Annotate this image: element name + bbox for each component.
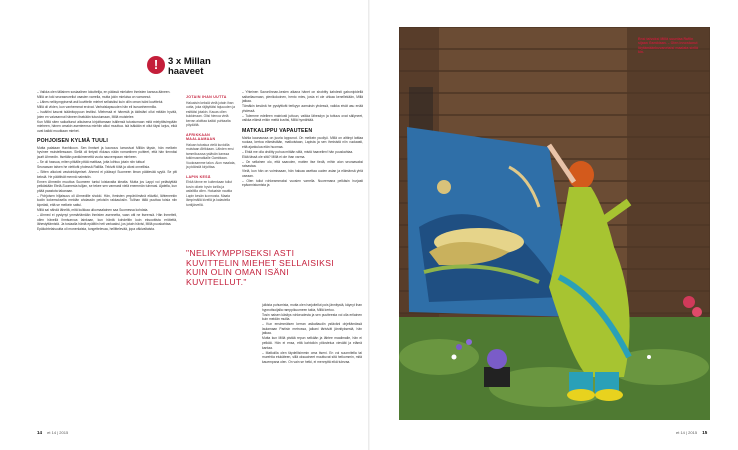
section-heading-ticket: MATKALIPPU VAPAUTEEN [242,127,313,134]
body-paragraph: – Yhteinen Savonlinnan-kesien aikana hänet on shobitty kahdesti gabonipidellä saitarilaumaan, pienikokoinen, hento mies, josta ei ole uhkaa kenellekään, Millä jatkaa. [242,90,363,104]
body-paragraph: Ennen Ahmedin muuttoa Suomeen tuntui loistavalta idealta. Mutta jos Lappi voi pelästyttää pelkästään Etelä-Suomesta tulijan, se tekee sen varmasti vielä enemmän tuhmasi. Ajatella, kun pitää paastota takanaan. [37,179,177,193]
dream-heading: JOTAIN IHAN UUTTA [186,95,227,99]
ticket-paragraphs [242,136,363,188]
folio-left [37,430,68,435]
exclamation-badge-icon: ! [147,56,165,74]
magazine-issue-left: et 14 | 2015 [47,430,69,435]
folio-right [676,430,707,435]
magazine-issue-right: et 14 | 2015 [676,430,698,435]
dream-text: Haluaisin keksiä vielä jotain ihan uutta, joka räjäyttäisi tajuuuden ja esittäisi jotakin. Kauas ollen kukkimaan. Olisi hienoa vielä kerran aloittaa kaikki puhtaalta pöydältä. [186,100,235,127]
body-paragraph: Seuraavan talven he viettivät yhdessä Rallilla. Tekivät töitä ja olivat onnellisia. [37,165,151,170]
photo-illustration [399,27,710,420]
intro-paragraphs [37,90,177,133]
body-paragraph: – Ahmed ei pystynyt ymmärtämään ihmisten asennetta, vaan otti ne itseensä. Hän ihmetteli, ollen hänellä ihmisarvoa lainkaan, kun häntä kohdeltiin kuin eksoottista eriötettä, lähestyttämistä. Ja tosiaalla häntä epäiltiin heti varkaaksi, jos jotain hävisi, Millä puuskahtaa. [37,212,177,227]
body-paragraph: – Tulemme edelleen mainiosti juttuun, vaikka lähesdyn ja tuttuus ovat säilyneet, vaikka elämä erikin meitä kuvitsi, Millä hymähtää. [242,113,363,123]
body-paragraph: Kun Millä siten saikaltunut aikuisena kirjoittamaan isällensä tutustumaan mitä mielyttävimpään mieheen, hänen omakin asenteensa miehiin alkoi muuttua. Isä isäkään ei ollut täysi lurjus, eikä ovat kaikki muutkaan miehet. [37,119,177,133]
body-paragraph: Tosin naisen käsitys rohkeudesta ja sen puutteesta voi olla erilainen kuin meidän muilla. [262,312,362,322]
body-paragraph: Mutta palataan Hanhikoon. Sen ihmiset ja kaunous lumosivat Millän täysin, hän melkein hyvinee muistellessaan. Siellä oli tietysti rikkaus nään romantinen puitteet, että hän tiennäsi jaurit Ahmedin. Itsetään pankkimenettä vuota nauvempaan mieheen. [37,145,177,160]
dreams-box [186,90,236,207]
body-paragraph: – Kun ensimmäisen kerran asikaltaudin ystävänl ohjeltämässä laulamaan Pariisin metrossa, jalkani tärisivät jännityksestä, hän jatkaa. [262,322,362,336]
body-paragraph: – Matkoilla olen täydellisimmin oma itseni. En voi suunnitella tai murehtia etukäteen, sillä oksuaineet muuttuvat sitä heikommin, mitä kauempana olen. On vain se hetki, ei mennyttä eikä tulevaa. [262,350,362,364]
body-paragraph: Tämäkin kesänä he pystyttivät terikyyn aamuisin yhdessä, vaikka eivät asu enää yhdessä. [242,104,363,113]
dream-text: Ehkä tänne en kuitenkaan tullut kovin oikein hyvin torilla ja asfaltilla ollen. Haluaisin nauttia Lapin kesän luonnosta. Maata lämpimällä kivellä ja kalastella tuntijärvellä. [186,180,233,207]
body-paragraph: – Sitten alkoivat vastoinkäymiset. Ahmed ei päässyt Suomeen ilman päätevää syytä. Se piti keksiä. He päättivät mennä naimisiin. [37,170,177,179]
middle-text-column [242,90,363,188]
north-wind-paragraphs [37,146,177,232]
body-paragraph: Vielä, kun hän on voimissaan, hän haluaa asettaa uuden asian ja elämänsä yhtä useaan. [242,169,363,178]
body-paragraph: Mahla kaunaussa on juuria loppunut. On melkein puoliyö. Millä on alttinyt lattiaa ruokaa, kertoa elämästään, matkoistaan, Lapista ja sen ihmisistä niin vuolaasti, että ajankulua eiän huomaa. [242,135,363,149]
dream-heading: LAPIN KESÄ [186,174,211,179]
body-paragraph: – Olen tullut rohkeammaksi vuosien varrella. Nuoremana pelkäsin hurjasti epäonnistumista ja [242,178,363,188]
section-heading-north-wind: POHJOISEN KYLMÄ TUULI [37,138,109,145]
body-paragraph: – On sellainen olo, että saavolen, mutten itse tiedä, mihin aion seuraavaksi ratsastaa. [242,159,363,169]
middle-paragraphs [242,90,363,123]
body-paragraph: – Vaikka olen tällainen sosiaalinen lokuttelija, en päässä mieluiten ihmisten kanssa ääneen. [37,90,171,94]
body-paragraph: Elää tässä ole sitä? Millä ei ole ihan varma. [242,154,306,159]
pull-quote: "NELIKYMPPISEKSI ASTI KUVITTELIN MIEHET SELLAISIKSI KUIN OLIN OMAN ISÄNI KUVITELLUT." [186,248,335,287]
artist-photo [399,27,710,420]
body-paragraph: Millä oli viiden, kun vanhemmat eroivat. Varhaislapsuuden hän eli isovanhemmilla. [37,104,157,109]
page-gutter [368,0,370,450]
dream-heading: AFRIKKAAN MAALAAMAAN [186,132,216,141]
body-paragraph: Epäkohtelaisuutta oli monenlaista, tungettelevaa, hellittelevää, jopa väkivaltaista. [37,227,155,232]
body-paragraph: Millä on toki seuraseurellut vaasien varrella, mutta jokin mieluisa on varrannut. [37,94,152,99]
page-number-right: 15 [702,430,708,435]
left-text-column [37,90,177,232]
right-text-column [262,303,362,365]
box-title: 3 x Millan haaveet [168,56,211,77]
body-paragraph: Mutta kun Millä pistää repun selkään ja lähtee maailmalle, hän ei pelkää. Hän ei ensa, että kahtoikin piilostelua vieväät ja elämä kantaa. [262,336,362,350]
page-number-left: 14 [37,430,43,435]
dream-text: Haluan tutustua vielä kuvioilla muistaan Afrikkaan. Lähden ensi tammikuussa ystävän kanssa tutkimusmatkalle Gambiaan. Vuokraamme talon. Aion maalata, ja pidändä kirjoittaa. [186,142,236,169]
body-paragraph: – Lähes nelikymppisenä asti kuvittelin miehet sellaisiksi kuin ollin oman isäni kuvittelut. [37,99,164,104]
body-paragraph: – Ehkä me olla ohditty puhua mitään siitä, mistä haaveilen! hän puuskahtaa. [242,149,354,154]
body-paragraph: julkista puhumista, mutta olen harjoitellut pois jännitystä, käynyt ihan hypnotisoijalla ramppikuumeen takia, Millä kertoo. [262,303,362,312]
photo-caption: Ensi talvoksi Millä suuntaa Rafiin sijaan Gambiaan. – Olen innostunut löytämäänkuvanetaisi maalata siellä kin. [638,37,699,55]
body-paragraph: – Se oli hassua, miten pitkälle pitää mattkaa, jotta loihtuu jotain niin tuttua! [37,160,145,165]
painting-canvas [407,127,574,317]
body-paragraph: Millä sai nähdä läheltä, mitä kulkkaa ulkomaalainen saa Suomessa kohdata. [37,207,149,212]
body-paragraph: – Pohjoisen hiljaisuus oli Ahmedille shokki. Hän, ihmisten ympäröimänä eläväki, lähteneekin kodin kokemuksella meidän ahdassiin peloisiin rakkauksiin. Tulihan tällä puuttaa toisia niin kipeästi, että se melkein sattui. [37,193,177,207]
body-paragraph: – Isoäitini kasvat isäänitoppuun lestiksi. Miehessä ei hänestä ja äidistäni ollut mitään hyvää, joten en vaivaannut häneen itsekään tutustumaan, Millä muistelee. [37,109,177,119]
